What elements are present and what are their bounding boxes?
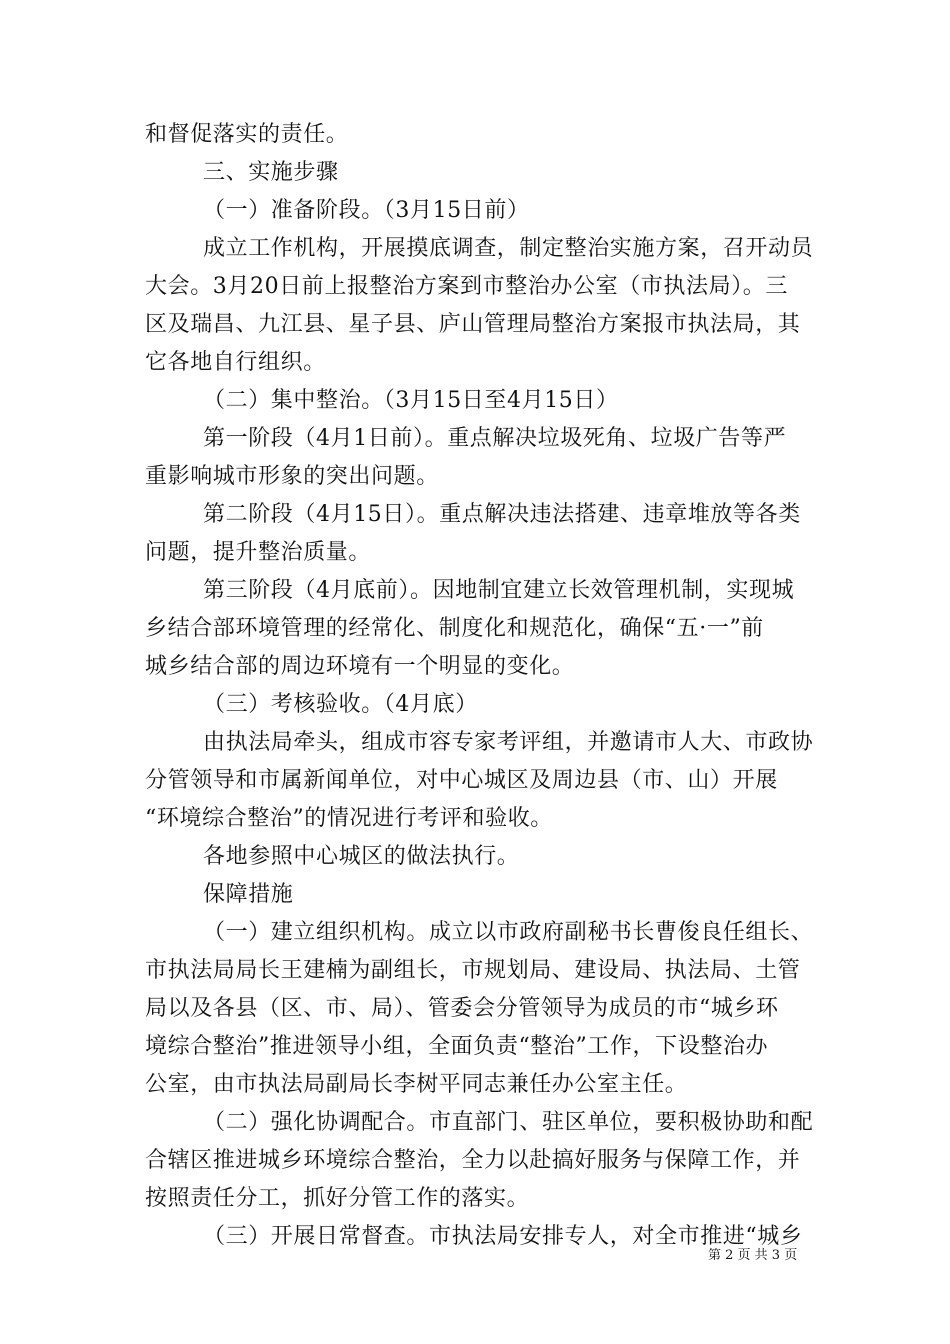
page-number-footer: 第 2 页 共 3 页: [708, 1248, 798, 1263]
document-body: [145, 116, 814, 1256]
subheading-assessment-acceptance: （三）考核验收。（4月底）: [203, 692, 478, 717]
subheading-preparation-stage: （一）准备阶段。（3月15日前）: [203, 198, 530, 223]
paragraph-line: 第一阶段（4月1日前）。重点解决垃圾死角、垃圾广告等严: [203, 426, 787, 451]
paragraph-line: 问题，提升整治质量。: [145, 540, 372, 565]
paragraph-line: 各地参照中心城区的做法执行。: [203, 844, 520, 869]
paragraph-line: 市执法局局长王建楠为副组长，市规划局、建设局、执法局、土管: [145, 958, 801, 983]
paragraph-line: 由执法局牵头，组成市容专家考评组，并邀请市人大、市政协: [203, 730, 814, 755]
paragraph-line: 城乡结合部的周边环境有一个明显的变化。: [145, 654, 575, 679]
paragraph-line: 大会。3月20日前上报整治方案到市整治办公室（市执法局）。三: [145, 274, 788, 299]
paragraph-line: 乡结合部环境管理的经常化、制度化和规范化，确保“五·一”前: [145, 616, 764, 641]
paragraph-line: 分管领导和市属新闻单位，对中心城区及周边县（市、山）开展: [145, 768, 778, 793]
paragraph-line: “环境综合整治”的情况进行考评和验收。: [145, 806, 553, 831]
paragraph-line: （二）强化协调配合。市直部门、驻区单位，要积极协助和配: [203, 1110, 814, 1135]
paragraph-line: 成立工作机构，开展摸底调查，制定整治实施方案，召开动员: [203, 236, 814, 261]
section-heading-safeguard-measures: 保障措施: [203, 882, 294, 907]
paragraph-line: 重影响城市形象的突出问题。: [145, 464, 439, 489]
paragraph-line: 第三阶段（4月底前）。因地制宜建立长效管理机制，实现城: [203, 578, 795, 603]
paragraph-line: （三）开展日常督查。市执法局安排专人，对全市推进“城乡: [203, 1224, 803, 1249]
paragraph-line: 区及瑞昌、九江县、星子县、庐山管理局整治方案报市执法局，其: [145, 312, 801, 337]
paragraph-line: 它各地自行组织。: [145, 350, 326, 375]
paragraph-line: 公室，由市执法局副局长李树平同志兼任办公室主任。: [145, 1072, 688, 1097]
paragraph-line: 局以及各县（区、市、局）、管委会分管领导为成员的市“城乡环: [145, 996, 779, 1021]
body-line-continuation: 和督促落实的责任。: [145, 122, 349, 147]
paragraph-line: 第二阶段（4月15日）。重点解决违法搭建、违章堆放等各类: [203, 502, 801, 527]
paragraph-line: 境综合整治”推进领导小组，全面负责“整治”工作，下设整治办: [145, 1034, 769, 1059]
subheading-concentrated-rectification: （二）集中整治。（3月15日至4月15日）: [203, 388, 619, 413]
paragraph-line: 按照责任分工，抓好分管工作的落实。: [145, 1186, 530, 1211]
paragraph-line: 合辖区推进城乡环境综合整治，全力以赴搞好服务与保障工作，并: [145, 1148, 801, 1173]
section-heading-implementation-steps: 三、实施步骤: [203, 160, 339, 185]
paragraph-line: （一）建立组织机构。成立以市政府副秘书长曹俊良任组长、: [203, 920, 814, 945]
